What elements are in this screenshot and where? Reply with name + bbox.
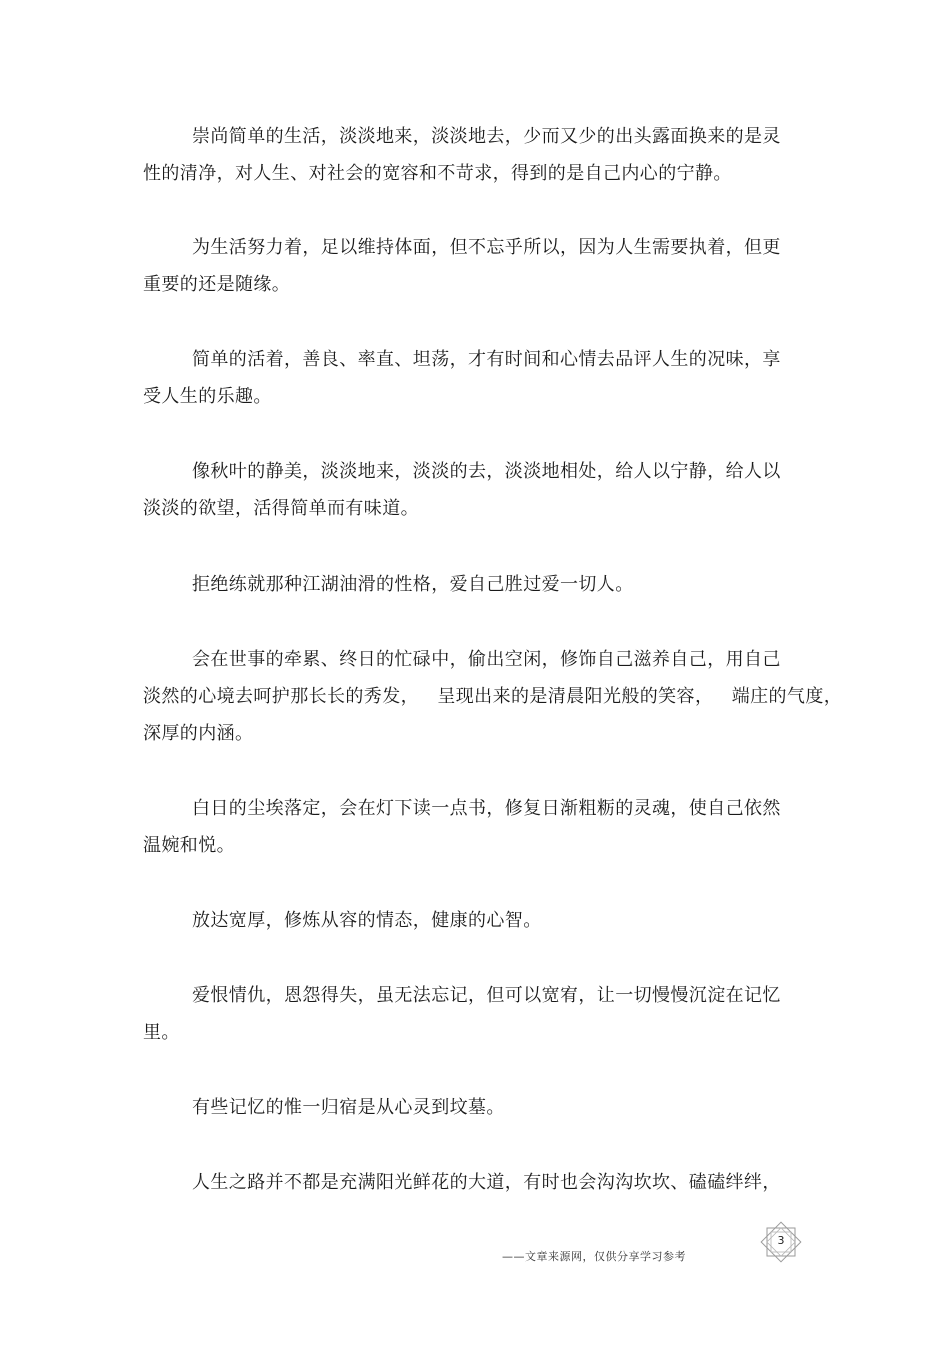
- page-number: 3: [777, 1234, 785, 1247]
- paragraph-8: [143, 902, 783, 939]
- paragraph-line: 淡淡的欲望，活得简单而有味道。: [143, 498, 419, 519]
- paragraph-line: 人生之路并不都是充满阳光鲜花的大道，有时也会沟沟坎坎、磕磕绊绊，: [192, 1172, 781, 1193]
- paragraph-line: 里。: [143, 1022, 180, 1043]
- paragraph-line: 会在世事的牵累、终日的忙碌中，偷出空闲，修饰自己滋养自己，用自己: [192, 649, 781, 670]
- paragraph-line: 白日的尘埃落定，会在灯下读一点书，修复日渐粗粝的灵魂，使自己依然: [192, 798, 781, 819]
- paragraph-10: [143, 1089, 783, 1126]
- page-number-badge: [758, 1219, 804, 1265]
- paragraph-line: 为生活努力着，足以维持体面，但不忘乎所以，因为人生需要执着，但更: [192, 237, 781, 258]
- footer-source-note: ——文章来源网，仅供分享学习参考: [502, 1250, 686, 1263]
- paragraph-line: 有些记忆的惟一归宿是从心灵到坟墓。: [192, 1097, 505, 1118]
- paragraph-1: [143, 118, 783, 192]
- paragraph-3: [143, 341, 783, 415]
- paragraph-line: 爱恨情仇，恩怨得失，虽无法忘记，但可以宽宥，让一切慢慢沉淀在记忆: [192, 985, 781, 1006]
- paragraph-line: 简单的活着，善良、率直、坦荡，才有时间和心情去品评人生的况味，享: [192, 349, 781, 370]
- paragraph-9: [143, 977, 783, 1051]
- paragraph-5: [143, 566, 783, 603]
- paragraph-line: 像秋叶的静美，淡淡地来，淡淡的去，淡淡地相处，给人以宁静，给人以: [192, 461, 781, 482]
- paragraph-line: 拒绝练就那种江湖油滑的性格，爱自己胜过爱一切人。: [192, 574, 634, 595]
- paragraph-line: 受人生的乐趣。: [143, 386, 272, 407]
- paragraph-7: [143, 790, 783, 864]
- paragraph-line: 重要的还是随缘。: [143, 274, 291, 295]
- paragraph-line: 淡然的心境去呵护那长长的秀发， 呈现出来的是清晨阳光般的笑容， 端庄的气度，: [143, 686, 843, 707]
- paragraph-line: 深厚的内涵。: [143, 723, 254, 744]
- paragraph-line: 温婉和悦。: [143, 835, 235, 856]
- paragraph-11: [143, 1164, 783, 1201]
- paragraph-2: [143, 229, 783, 303]
- paragraph-6: [143, 641, 843, 752]
- paragraph-line: 放达宽厚，修炼从容的情态，健康的心智。: [192, 910, 542, 931]
- paragraph-line: 崇尚简单的生活，淡淡地来，淡淡地去，少而又少的出头露面换来的是灵: [192, 126, 781, 147]
- paragraph-4: [143, 453, 783, 527]
- paragraph-line: 性的清净，对人生、对社会的宽容和不苛求，得到的是自己内心的宁静。: [143, 163, 732, 184]
